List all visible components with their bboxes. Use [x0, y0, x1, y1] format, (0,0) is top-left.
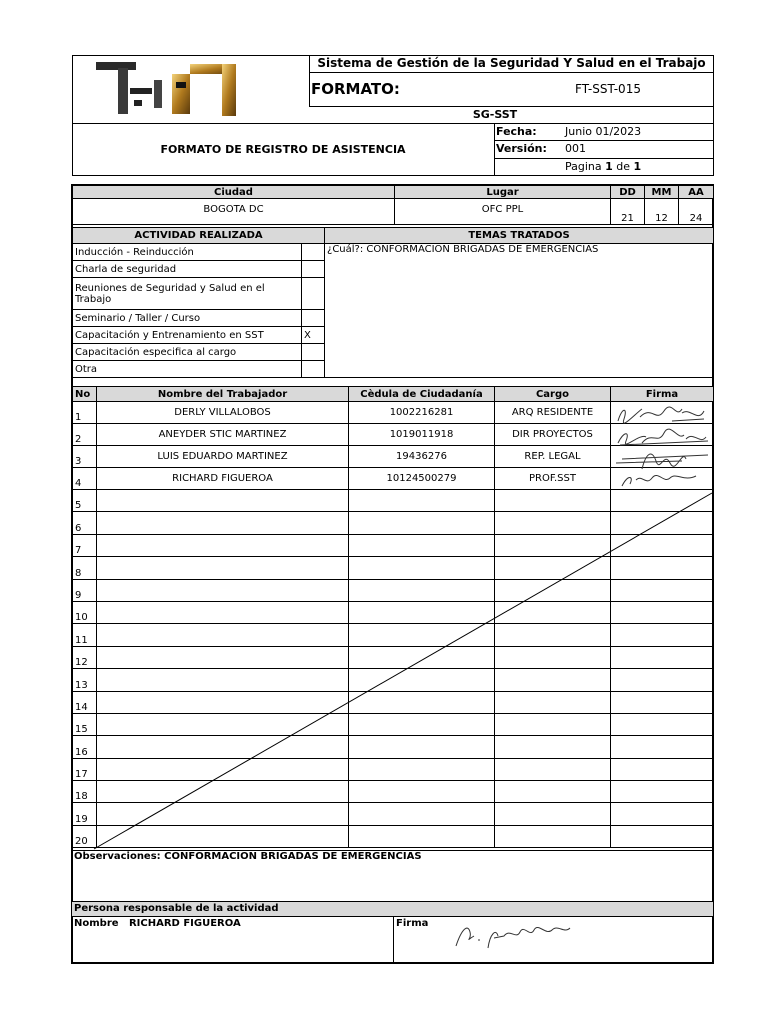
worker-name: ANEYDER STIC MARTINEZ [97, 424, 349, 446]
col-cargo: Cargo [495, 387, 611, 402]
responsible-firma-label: Firma [396, 918, 429, 929]
signature-row-1 [612, 403, 712, 427]
responsible-name-label: Nombre [74, 918, 119, 929]
row-number: 2 [73, 424, 97, 446]
worker-id: 1002216281 [349, 402, 495, 424]
company-logo [94, 58, 244, 118]
signature-row-4 [612, 470, 712, 490]
page-number: 1 [605, 160, 613, 173]
form-title: FORMATO DE REGISTRO DE ASISTENCIA [160, 143, 406, 156]
col-cedula: Cèdula de Ciudadanía [349, 387, 495, 402]
worker-name: RICHARD FIGUEROA [97, 468, 349, 490]
actividad-header: ACTIVIDAD REALIZADA [73, 228, 325, 244]
worker-name: DERLY VILLALOBOS [97, 402, 349, 424]
activity-mark[interactable] [302, 261, 325, 278]
page-indicator [565, 160, 641, 173]
activity-item: Capacitación especifica al cargo [73, 344, 302, 361]
activity-table [72, 227, 714, 378]
activity-item: Capacitación y Entrenamiento en SST [73, 327, 302, 344]
worker-id: 10124500279 [349, 468, 495, 490]
activity-item: Charla de seguridad [73, 261, 302, 278]
responsible-name-row [74, 918, 241, 929]
fecha-label: Fecha: [496, 125, 537, 138]
activity-mark[interactable] [302, 278, 325, 310]
row-number: 1 [73, 402, 97, 424]
formato-code: FT-SST-015 [575, 82, 641, 96]
responsible-section-label: Persona responsable de la actividad [74, 903, 279, 914]
row-number: 13 [73, 669, 97, 691]
location-table [72, 185, 714, 225]
observations-text: CONFORMACION BRIGADAS DE EMERGENCIAS [164, 851, 422, 862]
page-total: 1 [633, 160, 642, 173]
year-value: 24 [679, 199, 714, 225]
worker-name: LUIS EDUARDO MARTINEZ [97, 446, 349, 468]
row-number: 9 [73, 579, 97, 601]
activity-mark[interactable] [302, 310, 325, 327]
ciudad-header: Ciudad [73, 186, 395, 199]
signature-row-3 [612, 447, 712, 471]
observations [74, 851, 422, 862]
activity-mark[interactable] [302, 344, 325, 361]
row-number: 4 [73, 468, 97, 490]
col-no: No [73, 387, 97, 402]
worker-role: ARQ RESIDENTE [495, 402, 611, 424]
mm-header: MM [645, 186, 679, 199]
row-number: 5 [73, 490, 97, 512]
version-value: 001 [565, 142, 586, 155]
worker-role: PROF.SST [495, 468, 611, 490]
activity-item: Otra [73, 361, 302, 378]
row-number: 18 [73, 781, 97, 803]
activity-mark[interactable] [302, 361, 325, 378]
worker-role: REP. LEGAL [495, 446, 611, 468]
empty-rows-strike-line [72, 491, 713, 851]
row-number: 11 [73, 624, 97, 646]
row-number: 15 [73, 713, 97, 735]
row-number: 6 [73, 512, 97, 534]
activity-mark[interactable] [302, 244, 325, 261]
worker-id: 19436276 [349, 446, 495, 468]
activity-item: Reuniones de Seguridad y Salud en el Trabajo [73, 278, 302, 310]
signature-row-2 [612, 427, 712, 449]
responsible-name: RICHARD FIGUEROA [128, 918, 241, 929]
row-number: 7 [73, 534, 97, 556]
observations-label: Observaciones: [74, 851, 161, 862]
col-name: Nombre del Trabajador [97, 387, 349, 402]
dd-header: DD [611, 186, 645, 199]
temas-value: ¿Cuál?: CONFORMACION BRIGADAS DE EMERGENCIAS [325, 244, 714, 378]
row-number: 16 [73, 736, 97, 758]
row-number: 20 [73, 825, 97, 847]
row-number: 3 [73, 446, 97, 468]
month-value: 12 [645, 199, 679, 225]
activity-item: Seminario / Taller / Curso [73, 310, 302, 327]
ciudad-value: BOGOTA DC [73, 199, 395, 225]
row-number: 10 [73, 601, 97, 623]
row-number: 14 [73, 691, 97, 713]
row-number: 8 [73, 557, 97, 579]
day-value: 21 [611, 199, 645, 225]
fecha-value: Junio 01/2023 [565, 125, 642, 138]
lugar-value: OFC PPL [395, 199, 611, 225]
lugar-header: Lugar [395, 186, 611, 199]
page-word: Pagina [565, 160, 602, 173]
system-title: Sistema de Gestión de la Seguridad Y Salud en el Trabajo [317, 56, 706, 70]
page-de: de [616, 160, 631, 173]
row-number: 17 [73, 758, 97, 780]
formato-label: FORMATO: [311, 80, 400, 98]
col-firma: Firma [611, 387, 714, 402]
aa-header: AA [679, 186, 714, 199]
worker-role: DIR PROYECTOS [495, 424, 611, 446]
worker-id: 1019011918 [349, 424, 495, 446]
program-label: SG-SST [472, 108, 518, 121]
activity-item: Inducción - Reinducción [73, 244, 302, 261]
temas-header: TEMAS TRATADOS [325, 228, 714, 244]
responsible-signature [448, 920, 578, 952]
row-number: 19 [73, 803, 97, 825]
activity-mark[interactable]: X [302, 327, 325, 344]
version-label: Versión: [496, 142, 547, 155]
row-number: 12 [73, 646, 97, 668]
